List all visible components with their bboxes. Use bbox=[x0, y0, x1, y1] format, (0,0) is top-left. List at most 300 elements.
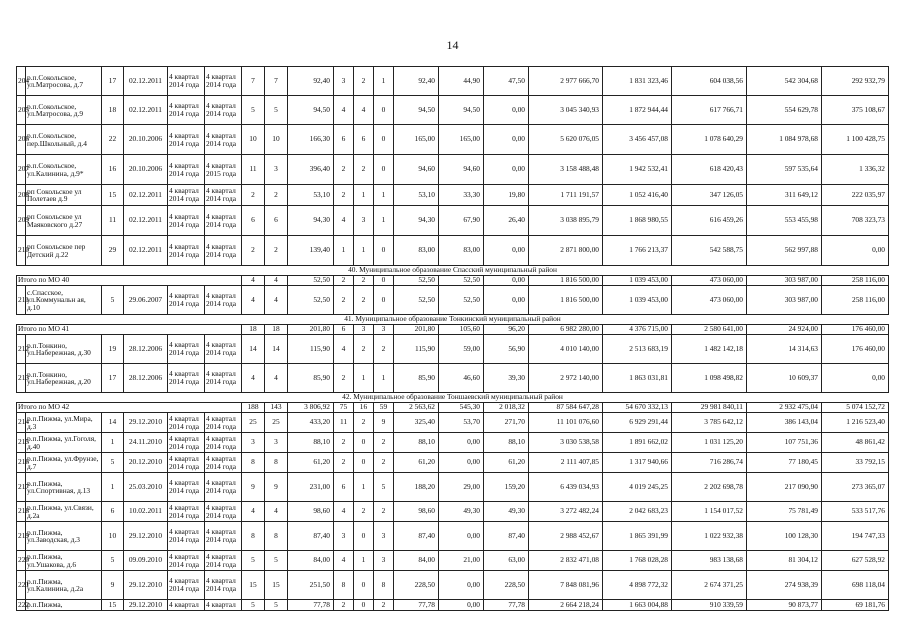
planned-date-cell: 4 квартал 2014 года bbox=[205, 125, 242, 155]
value-cell: 94,60 bbox=[394, 155, 439, 185]
table-row bbox=[17, 502, 889, 522]
value-cell: 33,30 bbox=[439, 185, 484, 206]
value-cell: 545,30 bbox=[439, 403, 484, 413]
planned-date-cell: 4 квартал 2014 года bbox=[168, 551, 205, 571]
date-cell: 20.10.2006 bbox=[124, 125, 168, 155]
value-cell: 52,50 bbox=[288, 276, 334, 286]
value-cell: 2 202 698,78 bbox=[672, 473, 747, 502]
planned-date-cell: 4 квартал 2014 года bbox=[168, 413, 205, 433]
address-cell: р.п.Пижма, ул.Мира, д.3 bbox=[26, 413, 102, 433]
value-cell: 597 535,64 bbox=[747, 155, 822, 185]
planned-date-cell: 4 квартал 2014 года bbox=[168, 571, 205, 600]
value-cell: 67,90 bbox=[439, 206, 484, 236]
value-cell: 10 bbox=[242, 125, 265, 155]
value-cell: 2 580 641,00 bbox=[672, 325, 747, 335]
planned-date-cell: 4 квартал 2014 года bbox=[205, 571, 242, 600]
address-cell: р.п.Пижма, bbox=[26, 600, 102, 611]
value-cell: 1 022 932,38 bbox=[672, 522, 747, 551]
value-cell: 8 bbox=[265, 522, 288, 551]
value-cell: 292 932,79 bbox=[822, 67, 889, 96]
value-cell: 0,00 bbox=[484, 276, 529, 286]
value-cell: 1 816 500,00 bbox=[529, 286, 603, 315]
value-cell: 0 bbox=[354, 453, 374, 473]
doc-number-cell: 1 bbox=[102, 433, 124, 453]
value-cell: 1 766 213,37 bbox=[603, 236, 672, 266]
planned-date-cell: 4 квартал 2014 года bbox=[205, 96, 242, 125]
row-number: 210 bbox=[17, 236, 26, 266]
value-cell: 396,40 bbox=[288, 155, 334, 185]
value-cell: 228,50 bbox=[394, 571, 439, 600]
planned-date-cell: 4 квартал 2014 года bbox=[205, 413, 242, 433]
value-cell: 222 035,97 bbox=[822, 185, 889, 206]
value-cell: 1 154 017,52 bbox=[672, 502, 747, 522]
value-cell: 1 865 391,99 bbox=[603, 522, 672, 551]
value-cell: 3 bbox=[374, 325, 394, 335]
value-cell: 194 747,33 bbox=[822, 522, 889, 551]
value-cell: 0 bbox=[374, 236, 394, 266]
value-cell: 1 039 453,00 bbox=[603, 286, 672, 315]
value-cell: 49,30 bbox=[484, 502, 529, 522]
address-cell: р.п.Тонкино, ул.Набережная, д.30 bbox=[26, 335, 102, 364]
value-cell: 69 181,76 bbox=[822, 600, 889, 611]
value-cell: 0,00 bbox=[439, 522, 484, 551]
value-cell: 2 bbox=[354, 276, 374, 286]
doc-number-cell: 10 bbox=[102, 522, 124, 551]
value-cell: 176 460,00 bbox=[822, 335, 889, 364]
value-cell: 87,40 bbox=[288, 522, 334, 551]
planned-date-cell: 4 квартал 2014 года bbox=[168, 206, 205, 236]
section-header-row bbox=[17, 315, 889, 325]
value-cell: 4 010 140,00 bbox=[529, 335, 603, 364]
row-number: 207 bbox=[17, 155, 26, 185]
value-cell: 2 bbox=[354, 155, 374, 185]
table-row bbox=[17, 335, 889, 364]
date-cell: 29.12.2010 bbox=[124, 600, 168, 611]
planned-date-cell: 4 квартал 2014 года bbox=[205, 335, 242, 364]
value-cell: 139,40 bbox=[288, 236, 334, 266]
value-cell: 1 bbox=[374, 206, 394, 236]
row-number: 219 bbox=[17, 522, 26, 551]
value-cell: 8 bbox=[334, 571, 354, 600]
table-row bbox=[17, 551, 889, 571]
value-cell: 85,90 bbox=[288, 364, 334, 393]
value-cell: 14 bbox=[265, 335, 288, 364]
value-cell: 3 785 642,12 bbox=[672, 413, 747, 433]
planned-date-cell: 4 квартал 2014 года bbox=[168, 522, 205, 551]
value-cell: 15 bbox=[265, 571, 288, 600]
row-number: 222 bbox=[18, 599, 30, 609]
value-cell: 7 848 081,96 bbox=[529, 571, 603, 600]
value-cell: 303 987,00 bbox=[747, 276, 822, 286]
value-cell: 617 766,71 bbox=[672, 96, 747, 125]
value-cell: 94,50 bbox=[394, 96, 439, 125]
value-cell: 1 bbox=[354, 473, 374, 502]
value-cell: 562 997,88 bbox=[747, 236, 822, 266]
value-cell: 188,20 bbox=[394, 473, 439, 502]
table-row bbox=[17, 286, 889, 315]
planned-date-cell: 4 квартал 2014 года bbox=[168, 502, 205, 522]
value-cell: 5 bbox=[265, 96, 288, 125]
value-cell: 1 bbox=[354, 236, 374, 266]
value-cell: 6 bbox=[242, 206, 265, 236]
value-cell: 25 bbox=[242, 413, 265, 433]
value-cell: 59,00 bbox=[439, 335, 484, 364]
value-cell: 9 bbox=[242, 473, 265, 502]
row-number: 212 bbox=[17, 335, 26, 364]
table-row bbox=[17, 433, 889, 453]
planned-date-cell: 4 квартал 2014 года bbox=[168, 236, 205, 266]
value-cell: 1 078 640,29 bbox=[672, 125, 747, 155]
subtotal-row bbox=[17, 403, 889, 413]
value-cell: 0,00 bbox=[484, 236, 529, 266]
value-cell: 2 972 140,00 bbox=[529, 364, 603, 393]
subtotal-row bbox=[17, 325, 889, 335]
value-cell: 3 bbox=[265, 155, 288, 185]
planned-date-cell: 4 квартал 2014 года bbox=[205, 433, 242, 453]
table-row bbox=[17, 125, 889, 155]
value-cell: 6 bbox=[265, 206, 288, 236]
value-cell: 627 528,92 bbox=[822, 551, 889, 571]
value-cell: 53,10 bbox=[394, 185, 439, 206]
table-row bbox=[17, 413, 889, 433]
value-cell: 554 629,78 bbox=[747, 96, 822, 125]
table-row bbox=[17, 206, 889, 236]
doc-number-cell: 18 bbox=[102, 96, 124, 125]
value-cell: 3 bbox=[374, 551, 394, 571]
row-number: 206 bbox=[17, 125, 26, 155]
value-cell: 4 bbox=[265, 364, 288, 393]
value-cell: 5 bbox=[242, 96, 265, 125]
value-cell: 4 bbox=[334, 502, 354, 522]
value-cell: 2 bbox=[334, 155, 354, 185]
value-cell: 3 456 457,08 bbox=[603, 125, 672, 155]
value-cell: 433,20 bbox=[288, 413, 334, 433]
value-cell: 24 924,00 bbox=[747, 325, 822, 335]
planned-date-cell: 4 квартал 2014 года bbox=[205, 206, 242, 236]
date-cell: 28.12.2006 bbox=[124, 364, 168, 393]
planned-date-cell: 4 квартал 2014 года bbox=[168, 335, 205, 364]
value-cell: 176 460,00 bbox=[822, 325, 889, 335]
value-cell: 0,00 bbox=[439, 571, 484, 600]
row-number: 214 bbox=[17, 413, 26, 433]
value-cell: 39,30 bbox=[484, 364, 529, 393]
value-cell: 3 bbox=[334, 67, 354, 96]
planned-date-cell: 4 квартал 2014 года bbox=[205, 364, 242, 393]
value-cell: 7 bbox=[242, 67, 265, 96]
value-cell: 1 872 944,44 bbox=[603, 96, 672, 125]
value-cell: 92,40 bbox=[288, 67, 334, 96]
value-cell: 1 bbox=[374, 185, 394, 206]
planned-date-cell: 4 квартал 2014 года bbox=[205, 473, 242, 502]
value-cell: 708 323,73 bbox=[822, 206, 889, 236]
value-cell: 217 090,90 bbox=[747, 473, 822, 502]
value-cell: 115,90 bbox=[394, 335, 439, 364]
value-cell: 473 060,00 bbox=[672, 286, 747, 315]
value-cell: 4 898 772,32 bbox=[603, 571, 672, 600]
value-cell: 542 304,68 bbox=[747, 67, 822, 96]
value-cell: 63,00 bbox=[484, 551, 529, 571]
doc-number-cell: 5 bbox=[102, 286, 124, 315]
value-cell: 2 871 800,00 bbox=[529, 236, 603, 266]
row-number: 211 bbox=[17, 286, 26, 315]
value-cell: 94,50 bbox=[288, 96, 334, 125]
section-title: 42. Муниципальное образование Тоншаевский муниципальный район bbox=[17, 393, 889, 403]
value-cell: 1 863 031,81 bbox=[603, 364, 672, 393]
value-cell: 143 bbox=[265, 403, 288, 413]
value-cell: 77 180,45 bbox=[747, 453, 822, 473]
value-cell: 1 891 662,02 bbox=[603, 433, 672, 453]
planned-date-cell: 4 квартал 2014 года bbox=[168, 286, 205, 315]
value-cell: 1 084 978,68 bbox=[747, 125, 822, 155]
value-cell: 8 bbox=[242, 522, 265, 551]
value-cell: 2 bbox=[334, 276, 354, 286]
value-cell: 1 bbox=[354, 364, 374, 393]
value-cell: 2 674 371,25 bbox=[672, 571, 747, 600]
planned-date-cell: 4 квартал 2014 года bbox=[168, 67, 205, 96]
value-cell: 52,50 bbox=[439, 286, 484, 315]
value-cell: 75 781,49 bbox=[747, 502, 822, 522]
value-cell: 4 bbox=[242, 276, 265, 286]
value-cell: 84,00 bbox=[394, 551, 439, 571]
value-cell: 251,50 bbox=[288, 571, 334, 600]
planned-date-cell: 4 квартал 2014 года bbox=[205, 551, 242, 571]
date-cell: 29.12.2010 bbox=[124, 571, 168, 600]
table-row bbox=[17, 522, 889, 551]
value-cell: 4 bbox=[334, 206, 354, 236]
value-cell: 4 019 245,25 bbox=[603, 473, 672, 502]
value-cell: 81 304,12 bbox=[747, 551, 822, 571]
value-cell: 11 bbox=[242, 155, 265, 185]
value-cell: 2 977 666,70 bbox=[529, 67, 603, 96]
section-header-row bbox=[17, 266, 889, 276]
table-row bbox=[17, 67, 889, 96]
table-row bbox=[17, 600, 889, 611]
address-cell: рп Сокольское ул Маяковского д.27 bbox=[26, 206, 102, 236]
value-cell: 2 bbox=[265, 185, 288, 206]
value-cell: 2 bbox=[242, 236, 265, 266]
planned-date-cell: 4 квартал 2014 года bbox=[205, 522, 242, 551]
value-cell: 1 336,32 bbox=[822, 155, 889, 185]
value-cell: 0 bbox=[374, 276, 394, 286]
value-cell: 716 286,74 bbox=[672, 453, 747, 473]
value-cell: 2 bbox=[334, 433, 354, 453]
doc-number-cell: 15 bbox=[102, 185, 124, 206]
value-cell: 2 832 471,08 bbox=[529, 551, 603, 571]
value-cell: 88,10 bbox=[394, 433, 439, 453]
address-cell: р.п.Сокольское, ул.Матросова, д.7 bbox=[26, 67, 102, 96]
value-cell: 2 bbox=[354, 67, 374, 96]
value-cell: 2 bbox=[374, 433, 394, 453]
value-cell: 0 bbox=[374, 155, 394, 185]
value-cell: 0 bbox=[354, 600, 374, 611]
value-cell: 1 768 028,28 bbox=[603, 551, 672, 571]
value-cell: 2 bbox=[334, 286, 354, 315]
value-cell: 2 bbox=[374, 335, 394, 364]
date-cell: 29.12.2010 bbox=[124, 522, 168, 551]
value-cell: 2 bbox=[265, 236, 288, 266]
value-cell: 1 bbox=[354, 185, 374, 206]
value-cell: 0 bbox=[354, 571, 374, 600]
value-cell: 0,00 bbox=[439, 433, 484, 453]
value-cell: 3 bbox=[334, 522, 354, 551]
value-cell: 618 420,43 bbox=[672, 155, 747, 185]
value-cell: 2 bbox=[334, 600, 354, 611]
value-cell: 14 bbox=[242, 335, 265, 364]
value-cell: 4 bbox=[242, 364, 265, 393]
address-cell: рп Сокольское ул Полетаев д.9 bbox=[26, 185, 102, 206]
value-cell: 983 138,68 bbox=[672, 551, 747, 571]
date-cell: 02.12.2011 bbox=[124, 206, 168, 236]
doc-number-cell: 17 bbox=[102, 364, 124, 393]
address-cell: р.п.Пижма, ул.Спортивная, д.13 bbox=[26, 473, 102, 502]
table-row bbox=[17, 185, 889, 206]
planned-date-cell: 4 квартал 2014 года bbox=[205, 502, 242, 522]
value-cell: 231,00 bbox=[288, 473, 334, 502]
value-cell: 61,20 bbox=[394, 453, 439, 473]
value-cell: 105,60 bbox=[439, 325, 484, 335]
value-cell: 1 100 428,75 bbox=[822, 125, 889, 155]
value-cell: 44,90 bbox=[439, 67, 484, 96]
value-cell: 94,60 bbox=[439, 155, 484, 185]
row-number: 209 bbox=[17, 206, 26, 236]
value-cell: 2 bbox=[334, 185, 354, 206]
doc-number-cell: 16 bbox=[102, 155, 124, 185]
address-cell: р.п.Пижма, ул.Калинина, д.2а bbox=[26, 571, 102, 600]
value-cell: 2 018,32 bbox=[484, 403, 529, 413]
value-cell: 94,30 bbox=[394, 206, 439, 236]
value-cell: 4 bbox=[265, 276, 288, 286]
value-cell: 2 bbox=[354, 502, 374, 522]
value-cell: 271,70 bbox=[484, 413, 529, 433]
planned-date-cell: 4 квартал 2014 года bbox=[168, 364, 205, 393]
value-cell: 4 bbox=[242, 286, 265, 315]
value-cell: 1 868 980,55 bbox=[603, 206, 672, 236]
date-cell: 20.10.2006 bbox=[124, 155, 168, 185]
row-number: 221 bbox=[17, 571, 26, 600]
planned-date-cell: 4 квартал 2014 года bbox=[205, 236, 242, 266]
value-cell: 19,80 bbox=[484, 185, 529, 206]
address-cell: с.Спасское, ул.Коммунальн ая, д.10 bbox=[26, 286, 102, 315]
value-cell: 115,90 bbox=[288, 335, 334, 364]
value-cell: 5 620 076,05 bbox=[529, 125, 603, 155]
address-cell: р.п.Пижма, ул.Связи, д.2а bbox=[26, 502, 102, 522]
value-cell: 53,10 bbox=[288, 185, 334, 206]
value-cell: 1 bbox=[374, 364, 394, 393]
value-cell: 616 459,26 bbox=[672, 206, 747, 236]
doc-number-cell: 11 bbox=[102, 206, 124, 236]
value-cell: 0,00 bbox=[484, 155, 529, 185]
value-cell: 698 118,04 bbox=[822, 571, 889, 600]
value-cell: 3 158 488,48 bbox=[529, 155, 603, 185]
address-cell: р.п.Пижма, ул.Гоголя, д.40 bbox=[26, 433, 102, 453]
value-cell: 6 929 291,44 bbox=[603, 413, 672, 433]
value-cell: 48 861,42 bbox=[822, 433, 889, 453]
value-cell: 542 588,75 bbox=[672, 236, 747, 266]
address-cell: р.п.Пижма, ул.Ушакова, д.6 bbox=[26, 551, 102, 571]
value-cell: 61,20 bbox=[288, 453, 334, 473]
value-cell: 2 042 683,23 bbox=[603, 502, 672, 522]
value-cell: 258 116,00 bbox=[822, 286, 889, 315]
value-cell: 303 987,00 bbox=[747, 286, 822, 315]
value-cell: 29,00 bbox=[439, 473, 484, 502]
value-cell: 0 bbox=[354, 433, 374, 453]
row-number: 208 bbox=[17, 185, 26, 206]
value-cell: 5 bbox=[242, 600, 265, 611]
row-number: 217 bbox=[17, 473, 26, 502]
value-cell: 9 bbox=[374, 413, 394, 433]
date-cell: 09.09.2010 bbox=[124, 551, 168, 571]
value-cell: 61,20 bbox=[484, 453, 529, 473]
value-cell: 258 116,00 bbox=[822, 276, 889, 286]
doc-number-cell: 15 bbox=[102, 600, 124, 611]
value-cell: 83,00 bbox=[439, 236, 484, 266]
value-cell: 33 792,15 bbox=[822, 453, 889, 473]
date-cell: 20.12.2010 bbox=[124, 453, 168, 473]
value-cell: 4 bbox=[265, 502, 288, 522]
value-cell: 56,90 bbox=[484, 335, 529, 364]
row-number: 213 bbox=[17, 364, 26, 393]
value-cell: 77,78 bbox=[484, 600, 529, 611]
doc-number-cell: 29 bbox=[102, 236, 124, 266]
value-cell: 25 bbox=[265, 413, 288, 433]
value-cell: 54 670 332,13 bbox=[603, 403, 672, 413]
page-number: 14 bbox=[446, 38, 459, 52]
value-cell: 49,30 bbox=[439, 502, 484, 522]
value-cell: 29 981 840,11 bbox=[672, 403, 747, 413]
value-cell: 5 bbox=[374, 473, 394, 502]
value-cell: 311 649,12 bbox=[747, 185, 822, 206]
value-cell: 4 bbox=[334, 96, 354, 125]
subtotal-row bbox=[17, 276, 889, 286]
value-cell: 10 609,37 bbox=[747, 364, 822, 393]
value-cell: 533 517,76 bbox=[822, 502, 889, 522]
value-cell: 1 bbox=[334, 236, 354, 266]
value-cell: 3 bbox=[374, 522, 394, 551]
date-cell: 29.12.2010 bbox=[124, 413, 168, 433]
doc-number-cell: 22 bbox=[102, 125, 124, 155]
value-cell: 11 bbox=[334, 413, 354, 433]
section-title: 41. Муниципальное образование Тонкинский муниципальный район bbox=[17, 315, 889, 325]
value-cell: 0 bbox=[374, 125, 394, 155]
value-cell: 201,80 bbox=[394, 325, 439, 335]
planned-date-cell: 4 квартал 2014 года bbox=[168, 433, 205, 453]
value-cell: 1 bbox=[354, 551, 374, 571]
value-cell: 84,00 bbox=[288, 551, 334, 571]
row-number: 205 bbox=[17, 96, 26, 125]
value-cell: 2 bbox=[354, 413, 374, 433]
date-cell: 24.11.2010 bbox=[124, 433, 168, 453]
section-title: 40. Муниципальное образование Спасский муниципальный район bbox=[17, 266, 889, 276]
date-cell: 02.12.2011 bbox=[124, 67, 168, 96]
value-cell: 604 038,56 bbox=[672, 67, 747, 96]
resettlement-table bbox=[16, 66, 889, 611]
value-cell: 26,40 bbox=[484, 206, 529, 236]
row-number: 215 bbox=[17, 433, 26, 453]
value-cell: 553 455,98 bbox=[747, 206, 822, 236]
row-number: 216 bbox=[17, 453, 26, 473]
value-cell: 0 bbox=[354, 522, 374, 551]
value-cell: 188 bbox=[242, 403, 265, 413]
value-cell: 6 bbox=[354, 125, 374, 155]
row-number: 218 bbox=[17, 502, 26, 522]
value-cell: 1 216 523,40 bbox=[822, 413, 889, 433]
value-cell: 8 bbox=[242, 453, 265, 473]
value-cell: 4 bbox=[334, 335, 354, 364]
value-cell: 1 bbox=[374, 67, 394, 96]
address-cell: р.п.Тонкино, ул.Набережная, д.20 bbox=[26, 364, 102, 393]
value-cell: 0,00 bbox=[822, 236, 889, 266]
planned-date-cell: 4 квартал 2015 года bbox=[205, 155, 242, 185]
